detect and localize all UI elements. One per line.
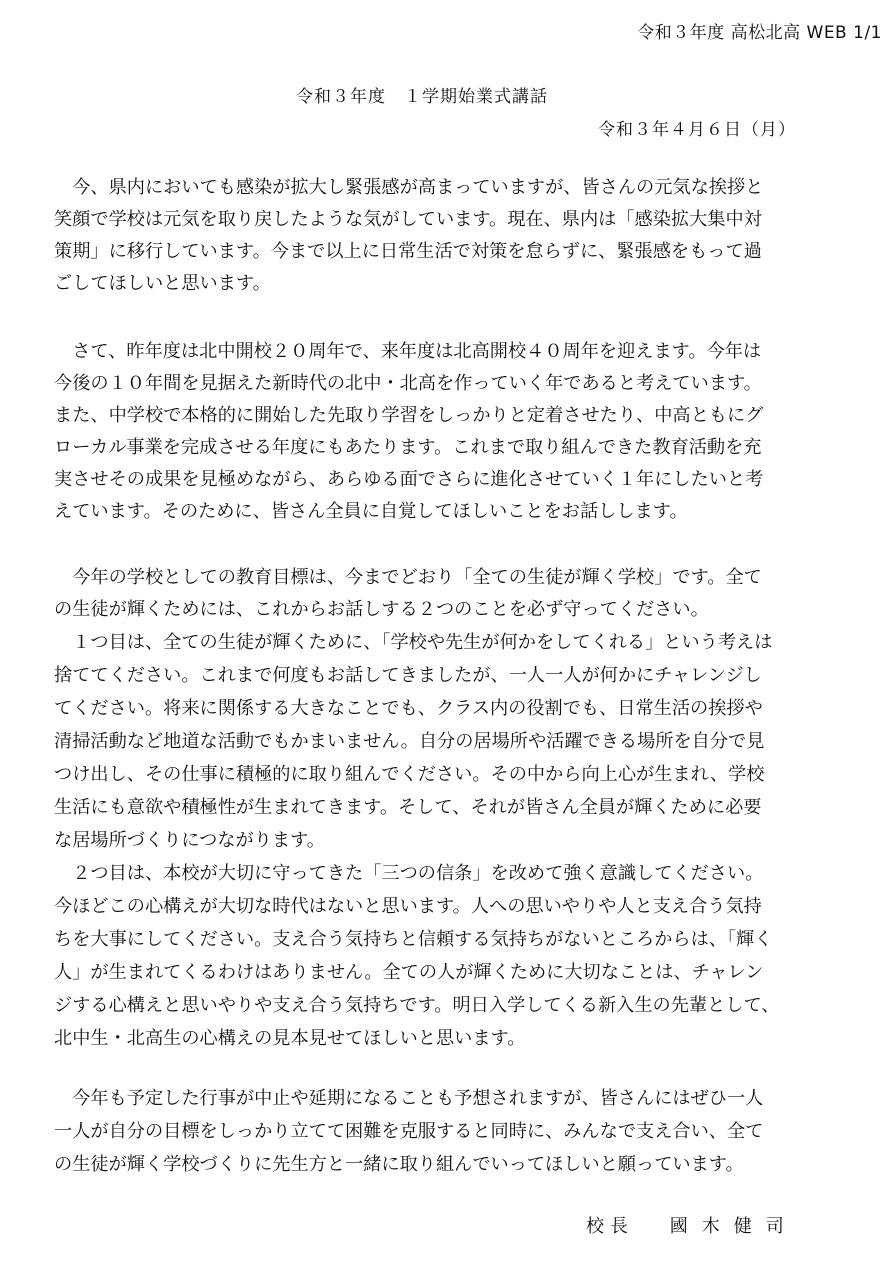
body-line: ２つ目は、本校が大切に守ってきた「三つの信条」を改めて強く意識してください。 [54, 863, 764, 884]
body-line: また、中学校で本格的に開始した先取り学習をしっかりと定着させたり、中高ともにグ [54, 405, 764, 426]
body-line: 今年も予定した行事が中止や延期になることも予想されますが、皆さんにはぜひ一人 [54, 1088, 764, 1109]
body-line: 笑顔で学校は元気を取り戻したような気がしています。現在、県内は「感染拡大集中対 [54, 209, 762, 230]
body-line: 今年の学校としての教育目標は、今までどおり「全ての生徒が輝く学校」です。全て [54, 567, 762, 588]
body-line: 捨ててください。これまで何度もお話してきましたが、一人一人が何かにチャレンジし [54, 665, 762, 686]
body-line: 一人が自分の目標をしっかり立てて困難を克服すると同時に、みんなで支え合い、全て [54, 1121, 764, 1142]
body-line: 今ほどこの心構えが大切な時代はないと思います。人への思いやりや人と支え合う気持 [54, 896, 762, 917]
body-line: えています。そのために、皆さん全員に自覚してほしいことをお話しします。 [54, 501, 688, 522]
body-line: １つ目は、全ての生徒が輝くために、「学校や先生が何かをしてくれる」という考えは [54, 632, 773, 653]
document-title: 令和３年度 １学期始業式講話 [296, 87, 548, 107]
body-line: の生徒が輝く学校づくりに先生方と一緒に取り組んでいってほしいと願っています。 [54, 1154, 744, 1175]
body-line: 策期」に移行しています。今まで以上に日常生活で対策を怠らずに、緊張感をもって過 [54, 241, 762, 262]
body-line: さて、昨年度は北中開校２０周年で、来年度は北高開校４０周年を迎えます。今年は [54, 341, 762, 362]
body-line: な居場所づくりにつながります。 [54, 830, 325, 851]
signature [586, 1212, 798, 1238]
body-line: 今、県内においても感染が拡大し緊張感が高まっていますが、皆さんの元気な挨拶と [54, 177, 764, 198]
body-line: 人」が生まれてくるわけはありません。全ての人が輝くために大切なことは、チャレン [54, 962, 764, 983]
body-line: ちを大事にしてください。支え合う気持ちと信頼する気持ちがないところからは、「輝く [54, 929, 773, 950]
signature-role: 校長 [586, 1216, 634, 1237]
page-header-note: 令和３年度 高松北高 WEB 1/1 [637, 23, 882, 43]
body-line: てください。将来に関係する大きなことでも、クラス内の役割でも、日常生活の挨拶や [54, 698, 763, 719]
body-line: ごしてほしいと思います。 [54, 273, 271, 294]
body-line: 生活にも意欲や積極性が生まれてきます。そして、それが皆さん全員が輝くために必要 [54, 797, 762, 818]
body-line: つけ出し、その仕事に積極的に取り組んでください。その中から向上心が生まれ、学校 [54, 764, 765, 785]
body-line: 今後の１０年間を見据えた新時代の北中・北高を作っていく年であると考えています。 [54, 373, 762, 394]
body-line: ジする心構えと思いやりや支え合う気持ちです。明日入学してくる新入生の先輩として、 [54, 995, 780, 1016]
body-line: 清掃活動など地道な活動でもかまいません。自分の居場所や活躍できる場所を自分で見 [54, 731, 765, 752]
body-line: ローカル事業を完成させる年度にもあたります。これまで取り組んできた教育活動を充 [54, 437, 762, 458]
body-line: 実させその成果を見極めながら、あらゆる面でさらに進化させていく１年にしたいと考 [54, 469, 764, 490]
signature-name: 國木健司 [669, 1216, 798, 1237]
body-line: の生徒が輝くためには、これからお話しする２つのことを必ず守ってください。 [54, 599, 709, 620]
body-line: 北中生・北高生の心構えの見本見せてほしいと思います。 [54, 1028, 526, 1049]
document-date: 令和３年４月６日（月） [598, 120, 796, 140]
